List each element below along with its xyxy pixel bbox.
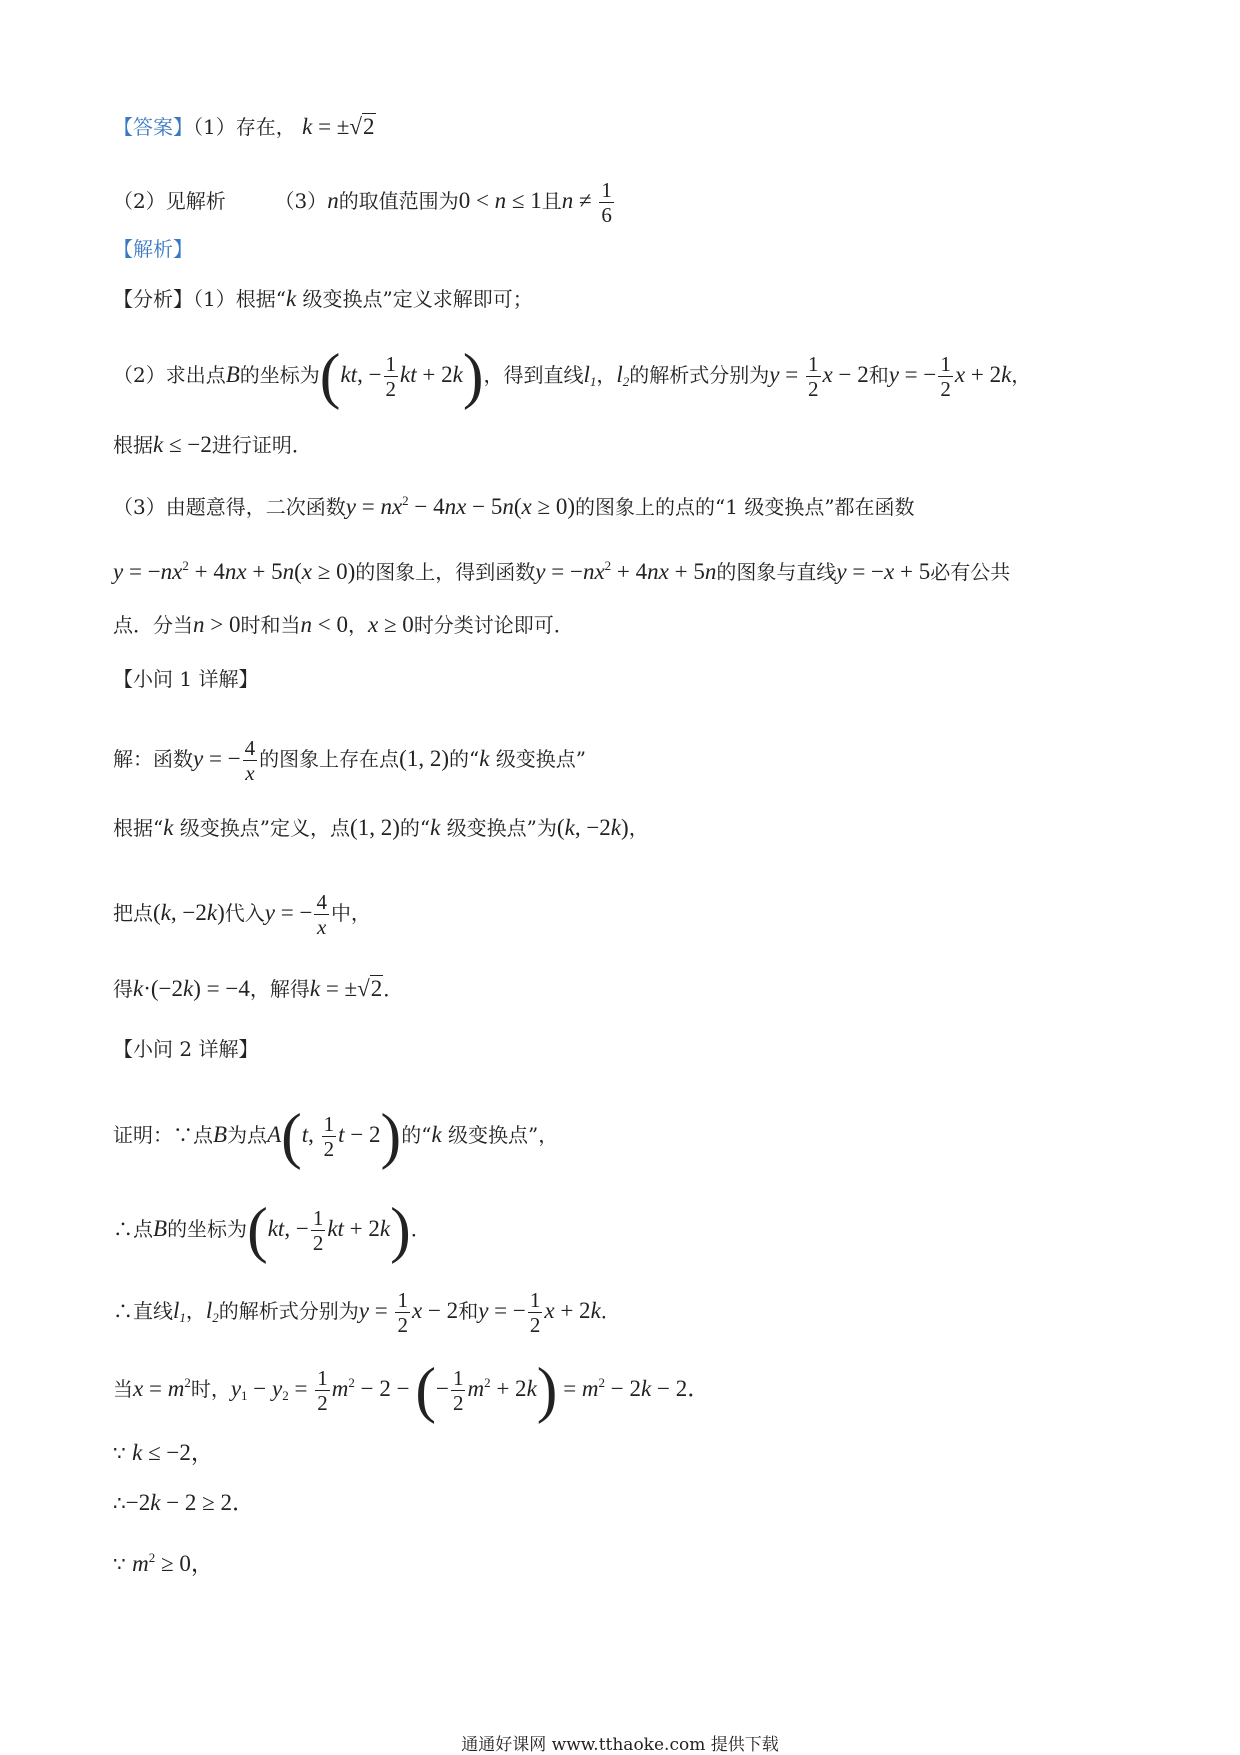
sub1-line-4: 得k·(−2k) = −4，解得k = ±√2． [113,976,404,1001]
fenxi-1-end: 级变换点”定义求解即可； [302,287,533,311]
answer-3-and: 且 [541,189,562,213]
fenxi-line-2: （2）求出点B的坐标为(kt, − $\frac{1}{2}$ kt + 2k)，得到直线$l_1$，$l_2$的解析式分别为y = $\frac{1}{2}$ x − 2和y = − $\frac{1}{2}$ x + 2k， [113,342,1032,411]
sub2-line-6: ∴−2k − 2 ≥ 2． [113,1490,256,1515]
answer-2-text: （2）见解析 [113,189,226,213]
sub1-line-1: 解：函数y = − $\frac{4}{x}$ 的图象上存在点(1, 2)的“k 级变换点” [113,736,587,785]
answer-line-1 [113,114,376,140]
fenxi-2-pre: （2）求出点 [113,363,226,387]
sub2-line-1: 证明：∵点B为点A(t, $\frac{1}{2}$ t − 2)的“k 级变换点”， [113,1102,559,1171]
fenxi-3c-mid: 时和当 [240,613,301,637]
sub1-3-pre: 把点 [113,901,153,925]
sub1-3-end: 中， [330,901,371,925]
sub2-4-mid: 时， [190,1377,231,1401]
sub1-1-mid: 的图象上存在点 [259,747,400,771]
sub1-2-end: ， [628,816,649,840]
sub2-2-mid: 的坐标为 [167,1217,248,1241]
sub2-1-mid: 为点 [227,1123,268,1147]
fenxi-line-3b: $y = -nx^2 + 4nx + 5n(x \ge 0)$的图象上，得到函数$y = -nx^2 + 4nx + 5n$的图象与直线y = −x + 5必有公共 [113,558,1011,584]
sub1-line-3: 把点(k, −2k)代入y = − $\frac{4}{x}$ 中， [113,890,371,939]
answer-1-text: （1）存在， [193,115,296,139]
fenxi-line-1: 【分析】（1）根据“k 级变换点”定义求解即可； [113,286,533,311]
sub2-line-3: ∴直线$l_1$，$l_2$的解析式分别为y = $\frac{1}{2}$ x − 2和y = − $\frac{1}{2}$ x + 2k． [113,1288,621,1337]
answer-line-2: （2）见解析 （3）n的取值范围为0 < n ≤ 1且n ≠ $\frac{1}{6}$ [113,178,612,227]
fenxi-2-end: ， [1011,363,1032,387]
fenxi-2b-pre: 根据 [113,433,153,457]
sub1-1-tail: 级变换点” [495,747,587,771]
answer-3-pre: （3） [274,189,328,213]
sub1-2-pre: 根据“ [113,816,164,840]
sub1-3-mid: 代入 [224,901,265,925]
fenxi-2-b: ，得到直线 [483,363,584,387]
fenxi-3b-mid2: 的图象与直线 [716,560,837,584]
fenxi-2-and: 和 [868,363,889,387]
fenxi-2-mid: 的坐标为 [239,363,320,387]
analysis-tag: 【解析】 [113,237,193,261]
sub1-line-2: 根据“k 级变换点”定义，点(1, 2)的“k 级变换点”为(k, −2k)， [113,815,649,840]
fenxi-2b-end: 进行证明． [211,433,312,457]
fenxi-tag: 【分析】 [113,287,193,311]
fenxi-3c-end: 时分类讨论即可． [413,613,574,637]
sub2-line-4: 当$x = m^2$时，$y_1 - y_2$ = $\frac{1}{2}$ $m^2 - 2$ − (− $\frac{1}{2}$ $m^2 + 2k) = m^2 - 2k - 2$． [113,1356,711,1425]
sub1-2-mid: 级变换点”定义，点 [179,816,351,840]
sub2-line-5: ∵ k ≤ −2， [113,1440,214,1465]
sub1-2-mid2: 的“ [399,816,431,840]
fenxi-3c-pre: 点．分当 [113,613,193,637]
fenxi-3b-end: 必有公共 [930,560,1011,584]
sub1-tag: 【小问 1 详解】 [113,667,259,691]
sub2-3-mid: 的解析式分别为 [218,1299,359,1323]
sub2-1-tail: 级变换点”， [448,1123,559,1147]
sub2-3-and: 和 [458,1299,479,1323]
sub2-tag: 【小问 2 详解】 [113,1037,259,1061]
sub1-4-pre: 得 [113,977,133,1001]
sub2-1-end: 的“ [401,1123,432,1147]
answer-tag: 【答案】 [113,115,193,139]
sub2-2-end: ． [410,1217,431,1241]
fenxi-3-pre: （3）由题意得，二次函数 [113,495,346,519]
sub2-1-pre: 证明：∵点 [113,1123,213,1147]
sub2-3-pre: ∴直线 [113,1299,173,1323]
fenxi-line-3: （3）由题意得，二次函数$y = nx^2 - 4nx - 5n(x \ge 0)$的图象上的点的“1 级变换点”都在函数 [113,493,915,519]
fenxi-1-pre: （1）根据“ [193,287,286,311]
sub2-2-pre: ∴点 [113,1217,153,1241]
sub1-1-end: 的“ [449,747,480,771]
sub2-7-pre: ∵ [113,1552,126,1576]
sub1-1-pre: 解：函数 [113,747,193,771]
sub2-3-end: ． [600,1299,621,1323]
fenxi-2-c: 的解析式分别为 [629,363,770,387]
fenxi-line-2b: 根据k ≤ −2进行证明． [113,432,312,457]
footer-text: 通通好课网 www.tthaoke.com 提供下载 [461,1735,779,1755]
sub1-4-end: ． [383,977,404,1001]
sub2-line-7: ∵ $m^2 \ge 0$， [113,1550,214,1576]
sub2-5-pre: ∵ [113,1441,126,1465]
fenxi-3-end: 的图象上的点的“1 级变换点”都在函数 [575,495,915,519]
sub2-4-pre: 当 [113,1377,133,1401]
fenxi-line-3c: 点．分当n > 0时和当n < 0，x ≥ 0时分类讨论即可． [113,612,574,637]
answer-1-formula: k = ±√2 [302,114,375,139]
sub1-2-mid3: 级变换点”为 [446,816,557,840]
sub1-4-mid: ，解得 [249,977,310,1001]
answer-3-mid: 的取值范围为 [338,189,459,213]
fenxi-3b-mid: 的图象上，得到函数 [355,560,536,584]
sub2-6-pre: ∴ [113,1491,126,1515]
sub2-line-2: ∴点B的坐标为(kt, − $\frac{1}{2}$ kt + 2k)． [113,1196,431,1265]
